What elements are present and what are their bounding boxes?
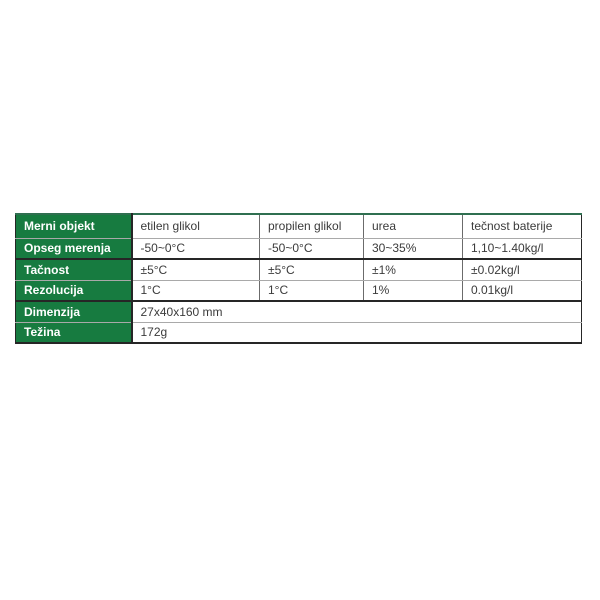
value-cell: ±0.02kg/l	[463, 259, 582, 280]
row-label-rezolucija: Rezolucija	[16, 280, 132, 301]
table-row	[16, 238, 582, 259]
row-label-tacnost: Tačnost	[16, 259, 132, 280]
value-cell: 27x40x160 mm	[132, 301, 582, 322]
value-cell: -50~0°C	[260, 238, 364, 259]
value-cell: 1,10~1.40kg/l	[463, 238, 582, 259]
table-row	[16, 301, 582, 322]
value-cell: ±1%	[364, 259, 463, 280]
table-row	[16, 214, 582, 238]
value-cell: etilen glikol	[132, 214, 260, 238]
row-label-dimenzija: Dimenzija	[16, 301, 132, 322]
value-cell: ±5°C	[260, 259, 364, 280]
value-cell: tečnost baterije	[463, 214, 582, 238]
value-cell: 0.01kg/l	[463, 280, 582, 301]
value-cell: 1°C	[260, 280, 364, 301]
table-row	[16, 259, 582, 280]
value-cell: urea	[364, 214, 463, 238]
value-cell: ±5°C	[132, 259, 260, 280]
value-cell: -50~0°C	[132, 238, 260, 259]
table-row	[16, 322, 582, 343]
product-spec-table	[15, 213, 582, 344]
row-label-tezina: Težina	[16, 322, 132, 343]
row-label-merni-objekt: Merni objekt	[16, 214, 132, 238]
row-label-opseg-merenja: Opseg merenja	[16, 238, 132, 259]
value-cell: 172g	[132, 322, 582, 343]
value-cell: propilen glikol	[260, 214, 364, 238]
value-cell: 1%	[364, 280, 463, 301]
value-cell: 30~35%	[364, 238, 463, 259]
value-cell: 1°C	[132, 280, 260, 301]
table-row	[16, 280, 582, 301]
